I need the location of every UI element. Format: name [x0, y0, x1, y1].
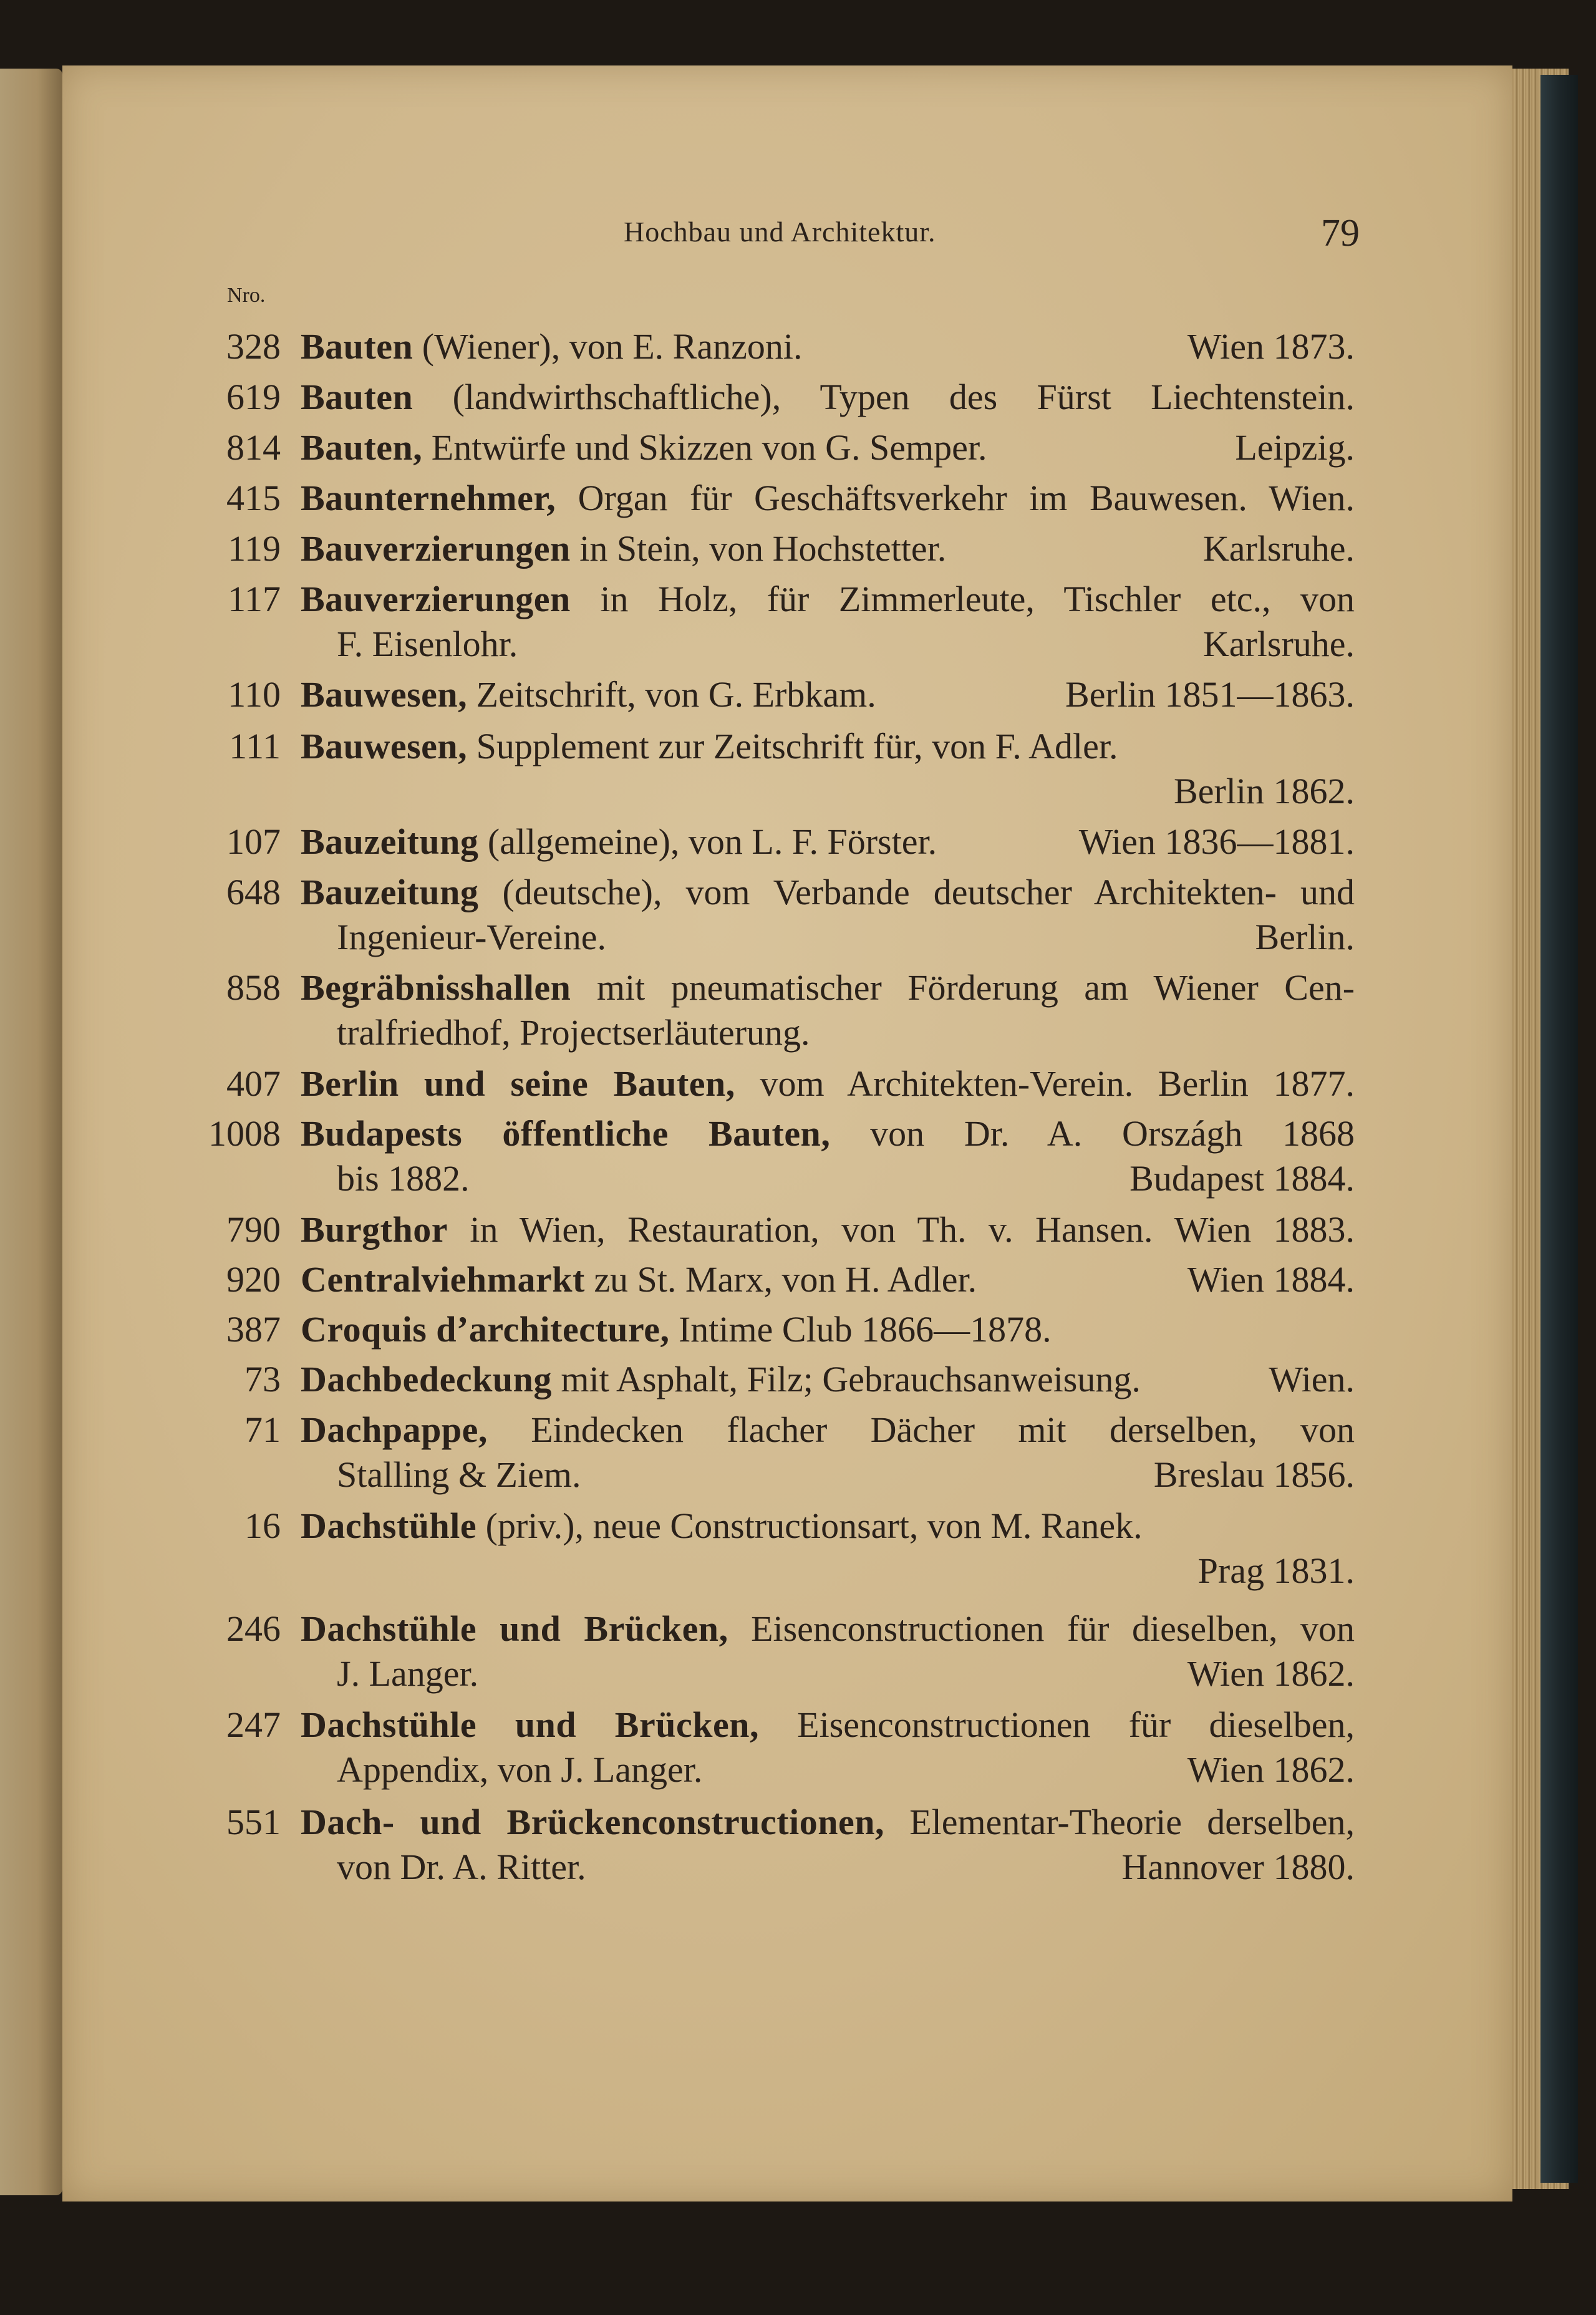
entry-text: in Holz, für Zimmerleute, Tischler etc., von — [600, 579, 1355, 619]
entry-text: zu St. Marx, von H. Adler. — [594, 1259, 977, 1300]
entry-text: mit pneumatischer Förderung am Wiener Cen- — [596, 967, 1355, 1008]
entry-number: 107 — [226, 821, 281, 862]
entry-number: 920 — [226, 1259, 281, 1300]
entry-term: Bauverzierungen — [301, 528, 571, 569]
entry-text: (deutsche), vom Verbande deutscher Architekten- und — [502, 872, 1355, 912]
entry-term: Dachbedeckung — [301, 1359, 552, 1399]
entry-number: 119 — [228, 528, 281, 569]
entry-text: in Wien, Restauration, von Th. v. Hansen. Wien 1883. — [470, 1209, 1355, 1250]
entry-place: Wien 1873. — [1187, 326, 1355, 367]
entry-text-continued: Appendix, von J. Langer. — [337, 1749, 703, 1790]
entry-text: in Stein, von Hochstetter. — [579, 528, 947, 569]
entry-number: 648 — [226, 872, 281, 912]
entry-number: 858 — [226, 967, 281, 1008]
entry-text: Organ für Geschäftsverkehr im Bauwesen. Wien. — [578, 478, 1355, 518]
entry-place: Karlsruhe. — [1202, 528, 1355, 569]
entry-term: Bauzeitung — [301, 872, 479, 912]
entry-place: Berlin 1862. — [1174, 771, 1355, 811]
entry-term: Bauwesen, — [301, 674, 468, 715]
entry-text: (priv.), neue Constructionsart, von M. Ranek. — [485, 1505, 1143, 1546]
entry-place: Prag 1831. — [1197, 1550, 1355, 1591]
entry-text-continued: von Dr. A. Ritter. — [337, 1847, 586, 1887]
column-label: Nro. — [227, 284, 266, 307]
entry-text: Entwürfe und Skizzen von G. Semper. — [431, 427, 987, 468]
entry-text: Intime Club 1866—1878. — [678, 1309, 1052, 1350]
entry-number: 16 — [244, 1505, 281, 1546]
entry-number: 117 — [228, 579, 281, 619]
entry-place: Wien 1862. — [1187, 1749, 1355, 1790]
running-title: Hochbau und Architektur. — [624, 216, 936, 248]
entry-text: Elementar-Theorie derselben, — [909, 1802, 1355, 1842]
entry-number: 1008 — [208, 1113, 281, 1154]
entry-term: Bauzeitung — [301, 821, 479, 862]
entry-number: 247 — [226, 1704, 281, 1745]
entry-number: 111 — [229, 726, 281, 766]
entry-text: Eisenconstructionen für dieselben, von — [751, 1608, 1355, 1649]
entry-number: 73 — [244, 1359, 281, 1399]
entry-place: Breslau 1856. — [1153, 1454, 1355, 1495]
book-cover-edge — [1540, 75, 1578, 2183]
entry-term: Dachstühle und Brücken, — [301, 1608, 728, 1649]
entry-text: vom Architekten-Verein. Berlin 1877. — [760, 1063, 1355, 1104]
entry-text: mit Asphalt, Filz; Gebrauchsanweisung. — [561, 1359, 1141, 1399]
entry-term: Baunternehmer, — [301, 478, 556, 518]
entry-text-continued: F. Eisenlohr. — [337, 624, 518, 664]
entry-number: 407 — [226, 1063, 281, 1104]
entry-term: Dachpappe, — [301, 1409, 488, 1450]
entry-place: Wien 1862. — [1187, 1653, 1355, 1694]
entry-text: Zeitschrift, von G. Erbkam. — [476, 674, 876, 715]
facing-page-edge — [0, 69, 62, 2195]
entry-place: Wien. — [1269, 1359, 1355, 1399]
page-number: 79 — [1321, 212, 1360, 254]
entry-text-continued: Ingenieur-Vereine. — [337, 917, 606, 957]
entry-number: 814 — [226, 427, 281, 468]
entry-number: 246 — [226, 1608, 281, 1649]
entry-term: Dachstühle — [301, 1505, 477, 1546]
entry-place: Karlsruhe. — [1202, 624, 1355, 664]
entry-place: Budapest 1884. — [1129, 1158, 1355, 1199]
entry-place: Berlin 1851—1863. — [1065, 674, 1355, 715]
entry-number: 328 — [226, 326, 281, 367]
entry-text: (allgemeine), von L. F. Förster. — [487, 821, 937, 862]
entry-text: (landwirthschaftliche), Typen des Fürst Liechtenstein. — [452, 377, 1355, 417]
entry-place: Berlin. — [1255, 917, 1355, 957]
entry-term: Croquis d’architecture, — [301, 1309, 670, 1350]
entry-place: Leipzig. — [1235, 427, 1355, 468]
entry-text-continued: Stalling & Ziem. — [337, 1454, 581, 1495]
entry-term: Berlin und seine Bauten, — [301, 1063, 735, 1104]
entry-place: Wien 1884. — [1187, 1259, 1355, 1300]
entry-term: Bauten — [301, 377, 414, 417]
entry-number: 71 — [244, 1409, 281, 1450]
entry-place: Wien 1836—1881. — [1078, 821, 1355, 862]
entry-place: Hannover 1880. — [1121, 1847, 1355, 1887]
entry-term: Begräbnisshallen — [301, 967, 571, 1008]
entry-text-continued: bis 1882. — [337, 1158, 470, 1199]
entry-term: Burgthor — [301, 1209, 448, 1250]
entry-text-continued: tralfriedhof, Projectserläuterung. — [337, 1012, 810, 1053]
entry-text-continued: J. Langer. — [337, 1653, 479, 1694]
entry-text: von Dr. A. Országh 1868 — [870, 1113, 1355, 1154]
entry-term: Bauverzierungen — [301, 579, 571, 619]
entry-text: Eisenconstructionen für dieselben, — [797, 1704, 1355, 1745]
entry-term: Dachstühle und Brücken, — [301, 1704, 759, 1745]
entry-number: 387 — [226, 1309, 281, 1350]
entry-number: 619 — [226, 377, 281, 417]
entry-text: (Wiener), von E. Ranzoni. — [422, 326, 803, 367]
entry-number: 415 — [226, 478, 281, 518]
entry-term: Bauten, — [301, 427, 423, 468]
entry-number: 110 — [228, 674, 281, 715]
entry-term: Budapests öffentliche Bauten, — [301, 1113, 831, 1154]
entry-number: 551 — [226, 1802, 281, 1842]
entry-term: Centralviehmarkt — [301, 1259, 585, 1300]
entry-text: Eindecken flacher Dächer mit derselben, von — [531, 1409, 1355, 1450]
entry-term: Dach- und Brückenconstructionen, — [301, 1802, 884, 1842]
entry-term: Bauten — [301, 326, 414, 367]
entry-term: Bauwesen, — [301, 726, 468, 766]
entry-text: Supplement zur Zeitschrift für, von F. Adler. — [476, 726, 1118, 766]
entry-number: 790 — [226, 1209, 281, 1250]
page-header — [0, 212, 1596, 259]
